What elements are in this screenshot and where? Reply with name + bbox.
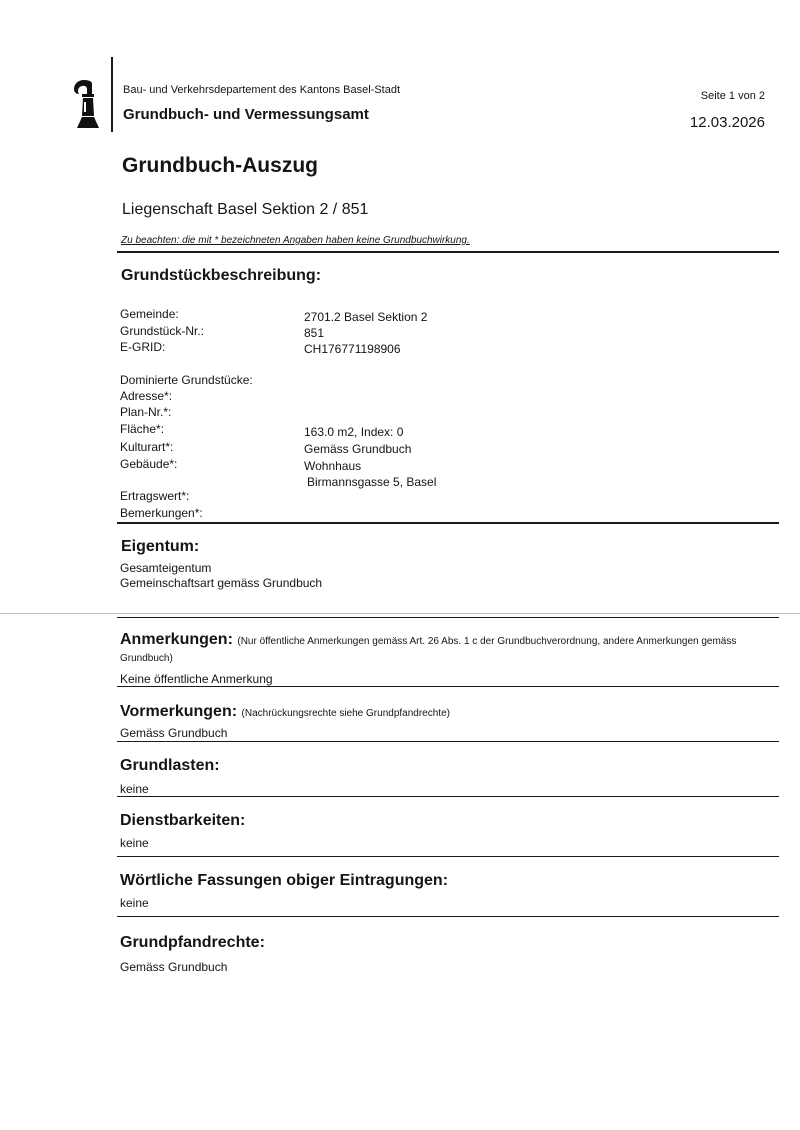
value-gebaeude-address: Birmannsgasse 5, Basel xyxy=(307,475,437,489)
eigentum-type: Gesamteigentum xyxy=(120,561,212,575)
value-kulturart: Gemäss Grundbuch xyxy=(304,442,412,456)
divider xyxy=(117,617,779,618)
label-kulturart: Kulturart*: xyxy=(120,440,174,454)
label-gemeinde: Gemeinde: xyxy=(120,307,179,321)
scan-artifact-line xyxy=(0,613,800,614)
label-egrid: E-GRID: xyxy=(120,340,166,354)
divider xyxy=(117,741,779,742)
vormerkungen-heading: Vormerkungen: xyxy=(120,703,238,720)
label-ertragswert: Ertragswert*: xyxy=(120,489,190,503)
divider xyxy=(117,522,779,524)
office-name: Grundbuch- und Vermessungsamt xyxy=(123,106,369,123)
page-number: Seite 1 von 2 xyxy=(700,90,765,102)
grundlasten-heading: Grundlasten: xyxy=(120,757,220,774)
divider xyxy=(117,856,779,857)
fassungen-heading: Wörtliche Fassungen obiger Eintragungen: xyxy=(120,872,449,889)
anmerkungen-block xyxy=(120,632,760,666)
value-grundstueck-nr: 851 xyxy=(304,326,325,340)
document-date: 12.03.2026 xyxy=(689,114,765,131)
divider xyxy=(117,251,779,253)
value-egrid: CH176771198906 xyxy=(304,342,401,356)
vormerkungen-block xyxy=(120,703,450,721)
legal-note: Zu beachten: die mit * bezeichneten Angaben haben keine Grundbuchwirkung. xyxy=(121,235,470,246)
label-dominierte: Dominierte Grundstücke: xyxy=(120,373,253,387)
grundlasten-value: keine xyxy=(120,782,149,796)
grundpfandrechte-value: Gemäss Grundbuch xyxy=(120,960,228,974)
value-flaeche: 163.0 m2, Index: 0 xyxy=(304,425,404,439)
eigentum-detail: Gemeinschaftsart gemäss Grundbuch xyxy=(120,576,323,590)
label-adresse: Adresse*: xyxy=(120,389,173,403)
label-bemerkungen: Bemerkungen*: xyxy=(120,506,203,520)
divider xyxy=(117,796,779,797)
divider xyxy=(117,686,779,687)
document-title: Grundbuch-Auszug xyxy=(122,154,318,177)
divider xyxy=(117,916,779,917)
anmerkungen-note: (Nur öffentliche Anmerkungen gemäss Art. 26 Abs. 1 c der Grundbuchverordnung, andere Anmerkungen gemäss Grundbuch) xyxy=(120,636,737,664)
parcel-title: Liegenschaft Basel Sektion 2 / 851 xyxy=(122,201,369,218)
eigentum-heading: Eigentum: xyxy=(121,538,200,555)
dienstbarkeiten-value: keine xyxy=(120,836,149,850)
vormerkungen-note: (Nachrückungsrechte siehe Grundpfandrechte) xyxy=(241,708,450,719)
value-gemeinde: 2701.2 Basel Sektion 2 xyxy=(304,310,428,324)
anmerkungen-heading: Anmerkungen: xyxy=(120,631,233,648)
vormerkungen-value: Gemäss Grundbuch xyxy=(120,726,228,740)
label-flaeche: Fläche*: xyxy=(120,422,165,436)
dienstbarkeiten-heading: Dienstbarkeiten: xyxy=(120,812,246,829)
label-grundstueck-nr: Grundstück-Nr.: xyxy=(120,324,205,338)
grundpfandrechte-heading: Grundpfandrechte: xyxy=(120,934,265,951)
header-divider xyxy=(111,57,113,132)
value-gebaeude: Wohnhaus xyxy=(304,459,362,473)
department-name: Bau- und Verkehrsdepartement des Kantons Basel-Stadt xyxy=(123,84,401,96)
basel-staff-icon xyxy=(70,78,102,130)
anmerkungen-value: Keine öffentliche Anmerkung xyxy=(120,672,273,686)
fassungen-value: keine xyxy=(120,896,149,910)
label-gebaeude: Gebäude*: xyxy=(120,457,178,471)
description-heading: Grundstückbeschreibung: xyxy=(121,267,322,284)
label-plan-nr: Plan-Nr.*: xyxy=(120,405,172,419)
